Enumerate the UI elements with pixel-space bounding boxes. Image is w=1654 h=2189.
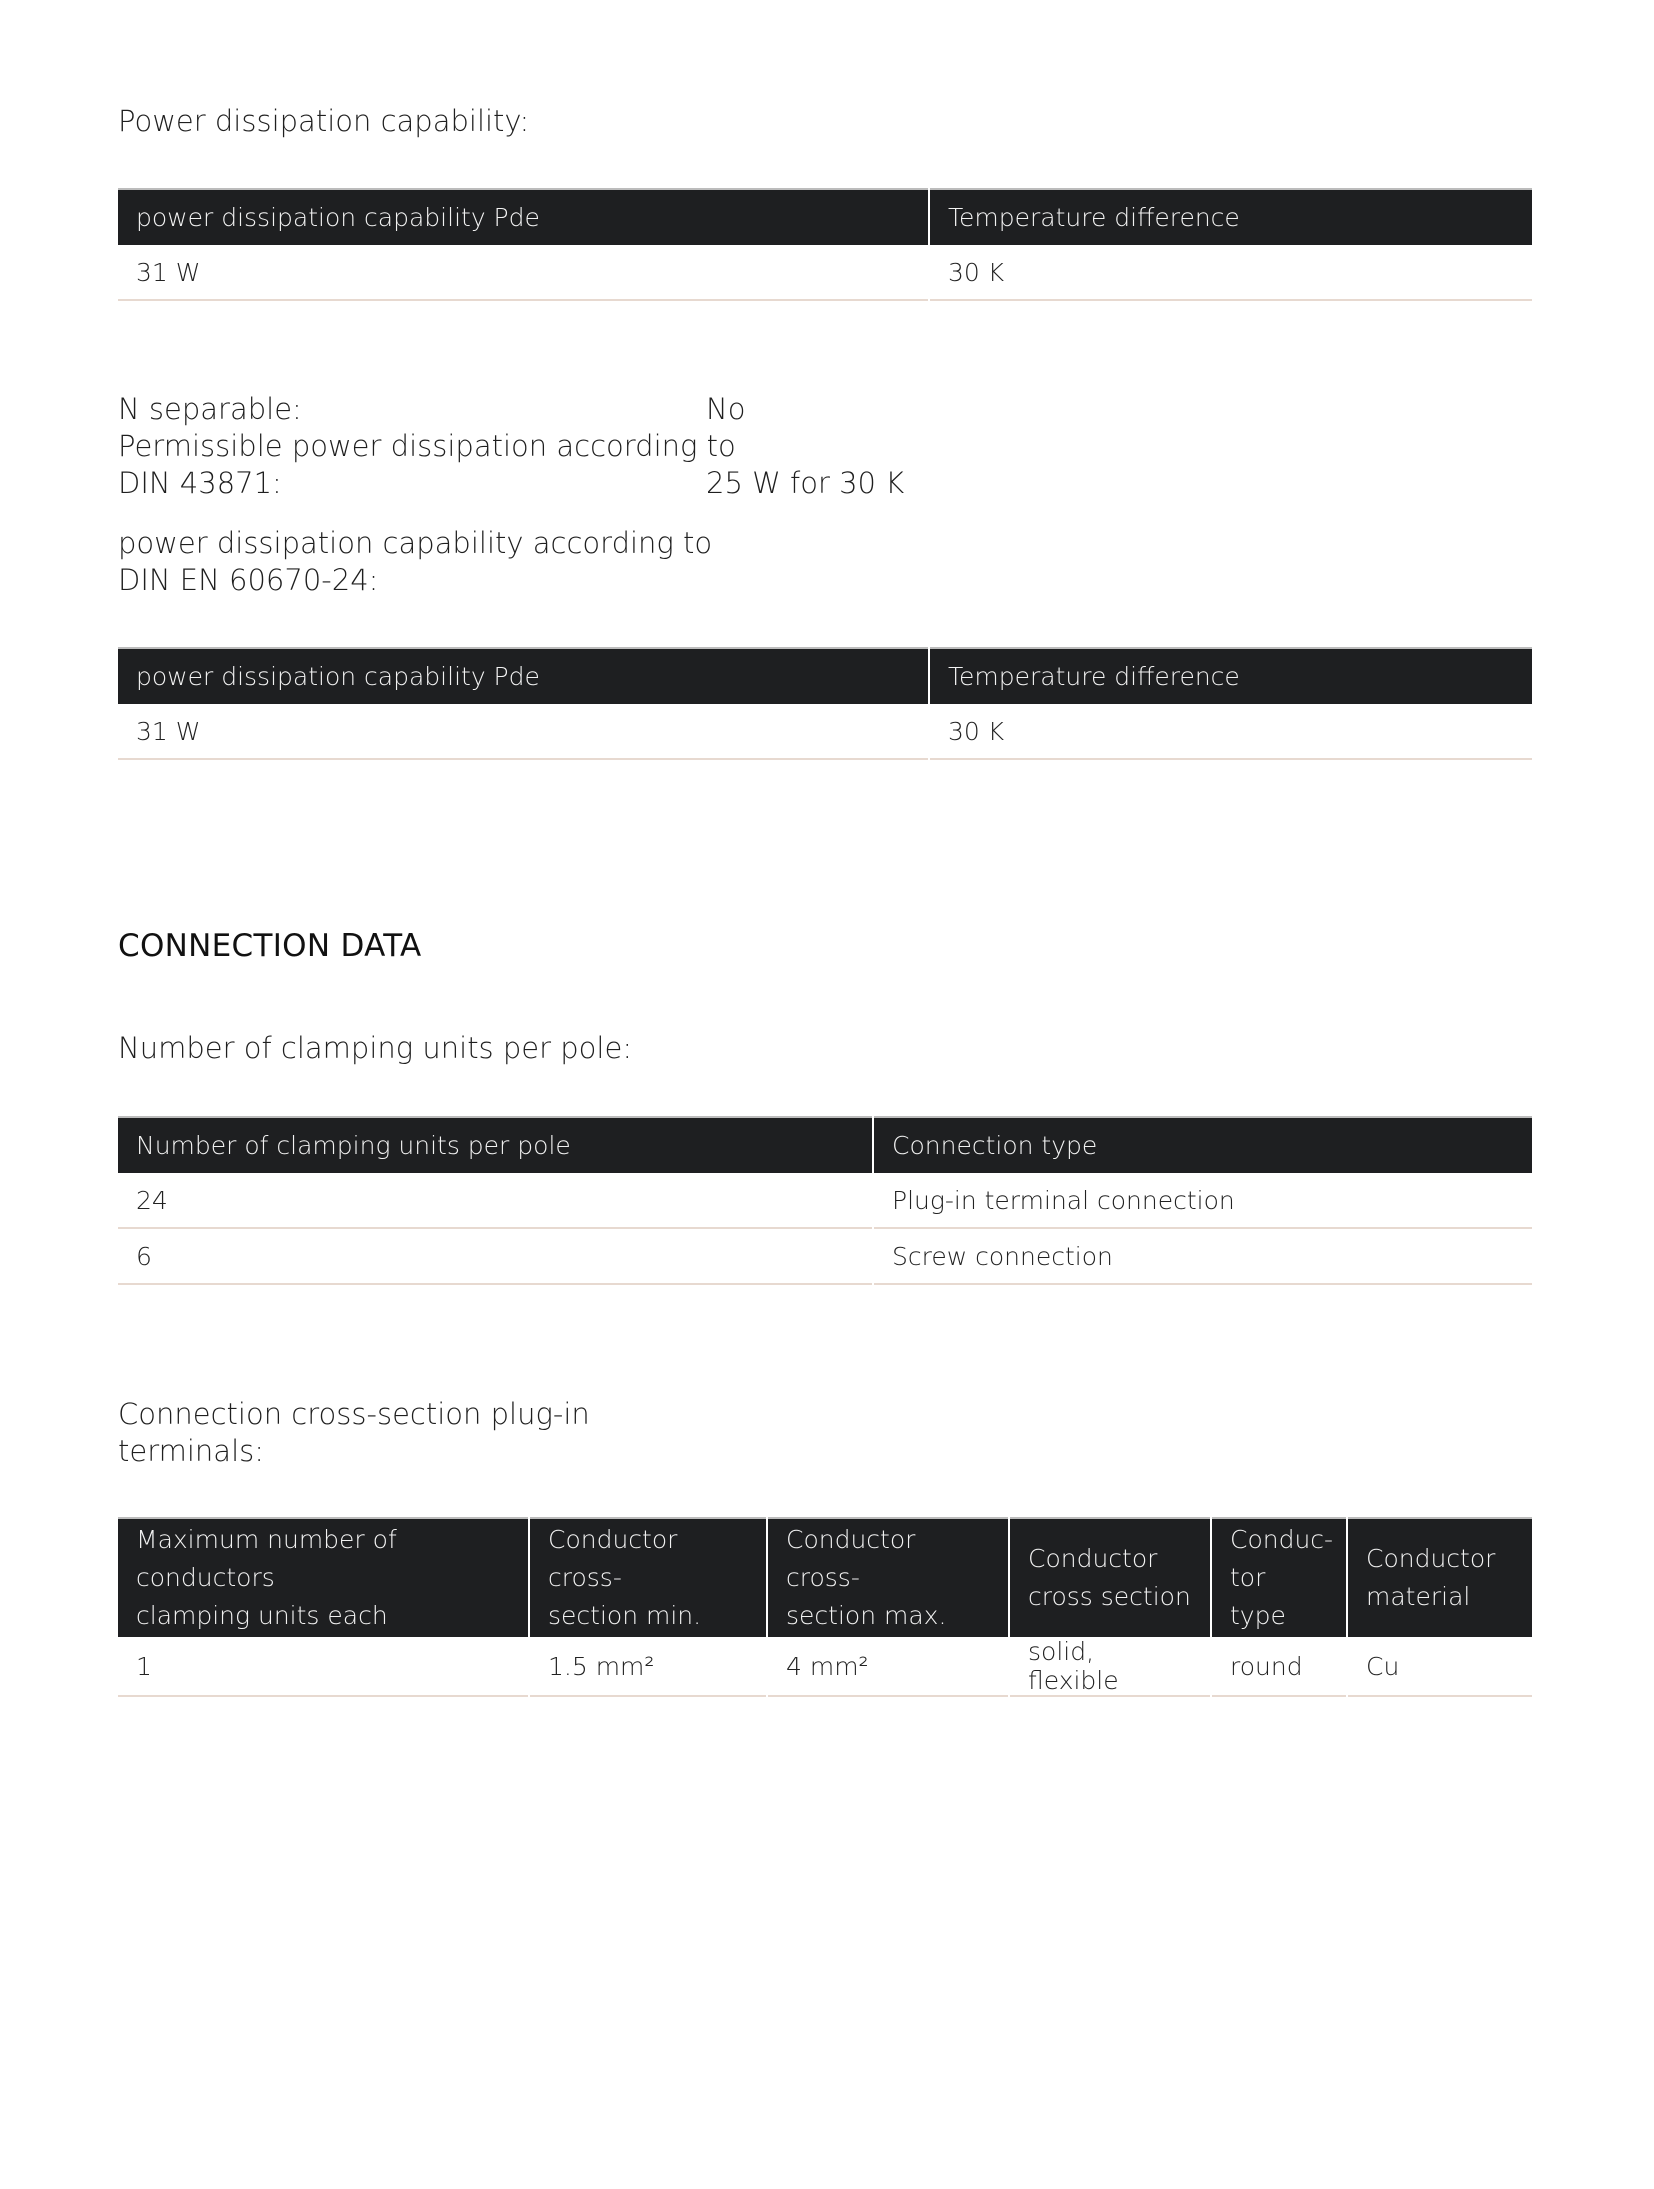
table-cell: Plug-in terminal connection <box>874 1173 1532 1229</box>
table-cell: 6 <box>118 1229 872 1285</box>
table-row <box>118 1229 1532 1285</box>
cross-section-table <box>116 1517 1534 1697</box>
table-header-cell: Connection type <box>874 1116 1532 1173</box>
table-header-row <box>118 188 1532 245</box>
table-cell: round <box>1212 1637 1346 1697</box>
table-header-cell: Conductor cross- section max. <box>768 1517 1008 1637</box>
clamping-units-table <box>116 1116 1534 1285</box>
table-header-cell: Conduc- tor type <box>1212 1517 1346 1637</box>
permissible-value: 25 W for 30 K <box>706 466 905 500</box>
table-header-row <box>118 647 1532 704</box>
table-cell: 24 <box>118 1173 872 1229</box>
table-cell: 30 K <box>930 704 1532 760</box>
table-row <box>118 245 1532 301</box>
table-cell: solid, flexible <box>1010 1637 1210 1697</box>
n-separable-label: N separable: <box>118 392 302 426</box>
en-label-line1: power dissipation capability according to <box>118 526 713 560</box>
power-dissipation-table <box>116 188 1534 301</box>
power-dissipation-label: Power dissipation capability: <box>118 104 530 138</box>
connection-data-heading: CONNECTION DATA <box>118 928 422 964</box>
n-separable-value: No <box>706 392 746 426</box>
table-header-cell: Conductor cross section <box>1010 1517 1210 1637</box>
table-header-cell: power dissipation capability Pde <box>118 188 928 245</box>
table-cell: 1.5 mm² <box>530 1637 766 1697</box>
table-header-cell: Maximum number of conductors clamping units each <box>118 1517 528 1637</box>
table-header-cell: Temperature difference <box>930 647 1532 704</box>
power-dissipation-en-table <box>116 647 1534 760</box>
table-row <box>118 1173 1532 1229</box>
power-dissipation-en-table-wrap <box>118 647 1534 760</box>
table-header-cell: Conductor material <box>1348 1517 1532 1637</box>
clamping-units-label: Number of clamping units per pole: <box>118 1031 633 1065</box>
permissible-label-line1: Permissible power dissipation according to <box>118 429 736 463</box>
table-row <box>118 704 1532 760</box>
clamping-units-table-wrap <box>118 1116 1534 1285</box>
table-cell: 30 K <box>930 245 1532 301</box>
table-cell: Cu <box>1348 1637 1532 1697</box>
permissible-label-line2: DIN 43871: <box>118 466 282 500</box>
table-cell: 31 W <box>118 704 928 760</box>
table-header-cell: power dissipation capability Pde <box>118 647 928 704</box>
en-label-line2: DIN EN 60670-24: <box>118 563 379 597</box>
table-header-row <box>118 1116 1532 1173</box>
table-header-cell: Number of clamping units per pole <box>118 1116 872 1173</box>
cross-section-label-line1: Connection cross-section plug-in <box>118 1397 590 1431</box>
table-header-row <box>118 1517 1532 1637</box>
table-row <box>118 1637 1532 1697</box>
table-header-cell: Temperature difference <box>930 188 1532 245</box>
table-cell: 31 W <box>118 245 928 301</box>
cross-section-label-line2: terminals: <box>118 1434 265 1468</box>
table-header-cell: Conductor cross- section min. <box>530 1517 766 1637</box>
table-cell: 4 mm² <box>768 1637 1008 1697</box>
table-cell: Screw connection <box>874 1229 1532 1285</box>
power-dissipation-table-wrap <box>118 188 1534 301</box>
table-cell: 1 <box>118 1637 528 1697</box>
cross-section-table-wrap <box>118 1517 1534 1697</box>
